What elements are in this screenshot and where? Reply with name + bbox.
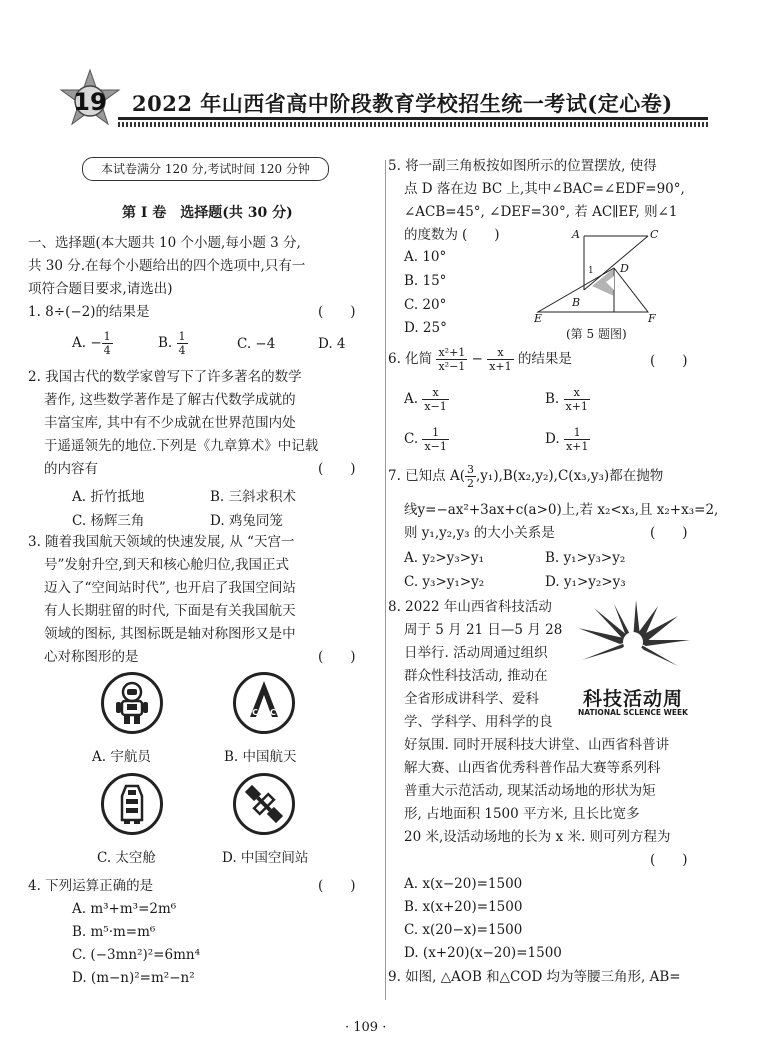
q8-option-d: D. (x+20)(x−20)=1500 [404,945,562,961]
header-rule-dotted [118,122,708,127]
q8-line: 20 米,设活动场地的长为 x 米. 则可列方程为 [404,829,671,845]
section-intro-line: 共 30 分.在每个小题给出的四个选项中,只有一 [28,258,306,274]
q1-option-d: D. 4 [318,336,346,352]
q3-line: 有人长期驻留的时代, 下面是有关我国航天 [44,603,296,619]
q3-answer-paren: ( ) [318,649,356,665]
point-label-b: B [572,296,581,309]
q3-line: 迈入了“空间站时代”, 也开启了我国空间站 [44,580,296,596]
logo-en-text: NATIONAL SCLENCE WEEK [578,708,688,717]
q3-line: 领域的图标, 其图标既是轴对称图形又是中 [44,626,296,642]
volume-title: 第 I 卷 选择题(共 30 分) [122,205,293,221]
q2-answer-paren: ( ) [318,461,356,477]
point-label-a: A [572,228,580,241]
q5-figure-caption: (第 5 题图) [566,327,627,341]
q6-stem: 6. 化简 $\frac{\text{x²+1}}{\text{x²−1}}$ − $\frac{x}{x+1}$ 的结果是 [388,346,572,373]
q1-option-c: C. −4 [237,336,276,352]
q1-stem: 1. 8÷(−2)的结果是 [28,304,150,320]
q6-option-c: C. $\frac{1}{x-1}$ [404,426,447,453]
q7-line-3: 则 y₁,y₂,y₃ 的大小关系是 [404,525,555,541]
q6-answer-paren: ( ) [650,353,688,369]
q5-line: 5. 将一副三角板按如图所示的位置摆放, 使得 [388,158,657,174]
q3-option-d: D. 中国空间站 [222,850,309,866]
section-intro-line: 一、选择题(本大题共 10 个小题,每小题 3 分, [28,235,301,251]
angle-label-1: 1 [588,266,594,276]
q3-line: 号”发射升空,到天和核心舱归位,我国正式 [44,557,289,573]
q8-line: 解大赛、山西省优秀科普作品大赛等系列科 [404,760,661,776]
starburst-icon [574,600,692,678]
q2-line: 的内容有 [44,461,98,477]
q1-option-b: B. $\frac{1}{4}$ [158,330,186,357]
q3-line: 心对称图形的是 [44,649,139,665]
q2-line: 著作, 这些数学著作是了解古代数学成就的 [44,392,296,408]
q2-option-c: C. 杨辉三角 [72,513,145,529]
exam-info-box: 本试卷满分 120 分,考试时间 120 分钟 [82,157,329,181]
space-capsule-icon [101,773,163,835]
q8-line: 全省形成讲科学、爱科 [404,691,539,707]
q4-option-b: B. m⁵·m=m⁶ [72,924,156,940]
number-badge [58,68,122,132]
section-intro-line: 项符合题目要求,请选出) [28,281,173,297]
q7-option-a: A. y₂>y₃>y₁ [404,550,485,566]
badge-number: 19 [73,88,107,116]
page-title: 2022 年山西省高中阶段教育学校招生统一考试(定心卷) [132,91,673,116]
point-label-f: F [648,312,656,325]
q8-line: 普重大示范活动, 现某活动场地的形状为矩 [404,783,656,799]
q5-option-c: C. 20° [404,297,447,313]
q5-option-d: D. 25° [404,320,447,336]
q8-option-b: B. x(x+20)=1500 [404,899,523,915]
q5-line: 点 D 落在边 BC 上,其中∠BAC=∠EDF=90°, [404,181,685,197]
q6-option-a: A. $\frac{x}{x-1}$ [404,386,447,413]
q5-option-b: B. 15° [404,273,447,289]
column-divider [385,160,386,1000]
q1-option-a: A. − $\frac{1}{4}$ [72,330,111,357]
q4-option-c: C. (−3mn²)²=6mn⁴ [72,947,200,963]
space-station-icon [233,773,295,835]
q8-line: 群众性科技活动, 推动在 [404,668,548,684]
q7-line-2: 线y=−ax²+3ax+c(a>0)上,若 x₂<x₃,且 x₂+x₃=2, [404,502,719,518]
astronaut-icon [101,672,163,734]
q4-option-d: D. (m−n)²=m²−n² [72,970,195,986]
q8-option-a: A. x(x−20)=1500 [404,876,523,892]
q6-option-b: B. $\frac{x}{x+1}$ [545,386,588,413]
q8-line: 好氛围. 同时开展科技大讲堂、山西省科普讲 [404,737,670,753]
q6-option-d: D. $\frac{1}{x+1}$ [545,426,589,453]
q3-option-a: A. 宇航员 [92,749,151,765]
q5-line: ∠ACB=45°, ∠DEF=30°, 若 AC∥EF, 则∠1 [404,204,678,220]
point-label-d: D [620,262,629,275]
q3-option-b: B. 中国航天 [224,749,297,765]
q8-line: 日举行. 活动周通过组织 [404,645,548,661]
page-number: · 109 · [345,1020,387,1035]
q7-answer-paren: ( ) [650,525,688,541]
q2-option-d: D. 鸡兔同笼 [210,513,283,529]
q2-line: 2. 我国古代的数学家曾写下了许多著名的数学 [28,369,302,385]
science-week-logo [574,600,692,718]
q5-figure [530,226,660,326]
q8-answer-paren: ( ) [650,852,688,868]
header-rule [118,117,708,120]
q2-line: 丰富宝库, 其中有不少成就在世界范围内处 [44,415,296,431]
point-label-e: E [534,312,543,325]
q2-line: 于遥遥领先的地位.下列是《九章算术》中记载 [44,438,319,454]
q8-line: 学、学科学、用科学的良 [404,714,553,730]
logo-cn-text: 科技活动周 [582,688,683,710]
q5-answer-paren: ( ) [462,227,500,243]
q1-answer-paren: ( ) [318,304,356,320]
q4-stem: 4. 下列运算正确的是 [28,878,154,894]
q5-line: 的度数为 [404,227,458,243]
q9-line: 9. 如图, △AOB 和△COD 均为等腰三角形, AB= [388,969,681,985]
q3-option-c: C. 太空舱 [97,850,156,866]
casc-label: CASC [252,708,276,717]
q7-line-1: 7. 已知点 A( $\frac{3}{2}$ ,y₁),B(x₂,y₂),C(x₃,y₃)都在抛物 [388,463,664,490]
q3-line: 3. 随着我国航天领域的快速发展, 从 “天宫一 [28,534,295,550]
q2-option-b: B. 三斜求积术 [210,489,297,505]
q7-option-c: C. y₃>y₁>y₂ [404,574,485,590]
q7-option-d: D. y₁>y₂>y₃ [545,574,626,590]
q2-option-a: A. 折竹抵地 [72,489,145,505]
point-label-c: C [650,228,659,241]
q8-line: 形, 占地面积 1500 平方米, 且长比宽多 [404,806,640,822]
q8-line: 8. 2022 年山西省科技活动 [388,599,552,615]
q7-option-b: B. y₁>y₃>y₂ [545,550,626,566]
q5-option-a: A. 10° [404,249,447,265]
china-aerospace-icon [233,672,295,734]
q8-option-c: C. x(20−x)=1500 [404,922,523,938]
q4-option-a: A. m³+m³=2m⁶ [72,901,177,917]
q4-answer-paren: ( ) [318,878,356,894]
q8-line: 周于 5 月 21 日—5 月 28 [404,622,563,638]
